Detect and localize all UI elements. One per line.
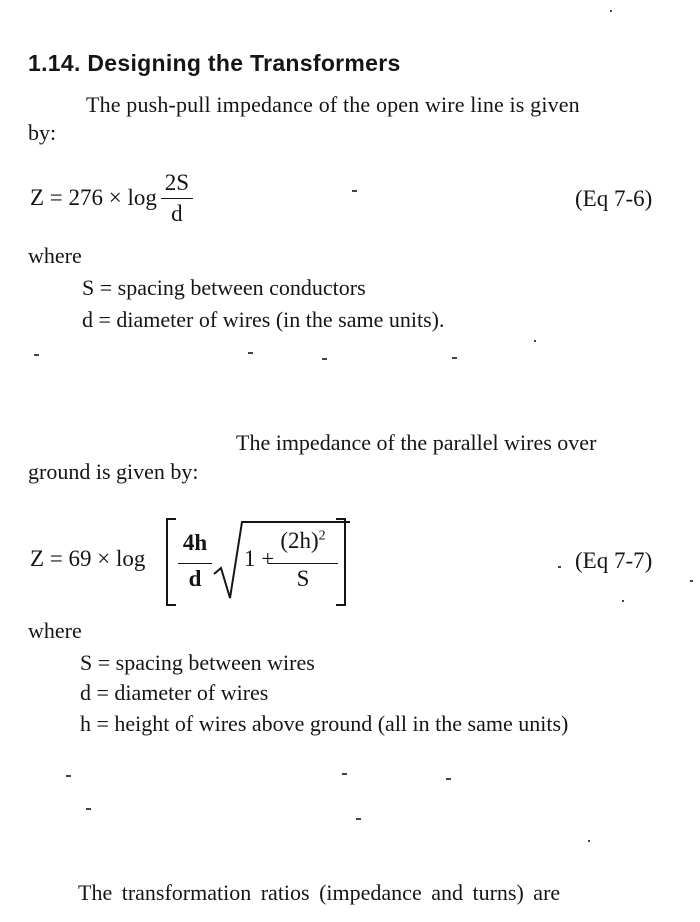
right-bracket xyxy=(336,518,346,606)
equation-7-6 xyxy=(30,160,193,236)
scan-speck xyxy=(558,566,561,568)
scan-speck xyxy=(446,778,451,780)
scan-speck xyxy=(452,357,457,359)
equation-7-7-label: (Eq 7-7) xyxy=(575,548,653,573)
definition-spacing-conductors: S = spacing between conductors xyxy=(82,275,366,300)
scan-speck xyxy=(322,358,327,360)
paragraph-2-line-2: ground is given by: xyxy=(28,459,199,484)
section-heading: 1.14. Designing the Transformers xyxy=(28,50,401,76)
fraction-bar xyxy=(161,198,193,199)
fraction-bar xyxy=(178,563,212,564)
where-label-2: where xyxy=(28,618,82,643)
scan-speck xyxy=(622,600,624,602)
paragraph-1-line-1: The push-pull impedance of the open wire line is given xyxy=(86,92,580,117)
equation-7-6-denominator: d xyxy=(171,200,183,226)
equation-7-7-lhs: Z = 69 × log xyxy=(30,546,146,571)
scan-speck xyxy=(610,10,612,12)
scan-speck xyxy=(248,352,253,354)
equation-7-6-numerator: 2S xyxy=(164,169,190,195)
equation-7-7-frac-numerator: 4h xyxy=(182,530,208,555)
scan-speck xyxy=(34,354,39,356)
definition-diameter: d = diameter of wires xyxy=(80,680,269,705)
definition-spacing-wires: S = spacing between wires xyxy=(80,650,315,675)
inner-numerator-base: (2h) xyxy=(280,528,319,553)
scan-speck xyxy=(588,840,590,842)
scan-speck xyxy=(342,773,347,775)
scan-speck xyxy=(352,190,357,192)
equation-7-7-inner-denominator: S xyxy=(296,566,310,591)
left-bracket xyxy=(166,518,176,606)
scan-speck xyxy=(534,340,536,342)
equation-7-6-label: (Eq 7-6) xyxy=(575,186,653,211)
equation-7-7-inner-numerator xyxy=(268,528,338,554)
equation-7-6-fraction xyxy=(161,169,193,228)
paragraph-3-line-1: The transformation ratios (impedance and turns) are xyxy=(78,880,561,905)
equation-7-6-lhs: Z = 276 × log xyxy=(30,185,157,210)
inner-numerator-exponent: 2 xyxy=(318,528,326,544)
fraction-bar xyxy=(268,563,338,564)
scan-speck xyxy=(86,808,91,810)
paragraph-1-line-2: by: xyxy=(28,120,57,145)
equation-7-7-frac-denominator: d xyxy=(188,566,202,591)
where-label-1: where xyxy=(28,243,82,268)
definition-height: h = height of wires above ground (all in the same units) xyxy=(80,711,569,736)
definition-diameter-wires: d = diameter of wires (in the same units). xyxy=(82,307,445,332)
paragraph-2-line-1: The impedance of the parallel wires over xyxy=(236,430,597,455)
scan-speck xyxy=(356,818,361,820)
scan-speck xyxy=(690,580,693,582)
equation-7-7-one-plus: 1 + xyxy=(244,546,275,571)
scan-speck xyxy=(66,775,71,777)
